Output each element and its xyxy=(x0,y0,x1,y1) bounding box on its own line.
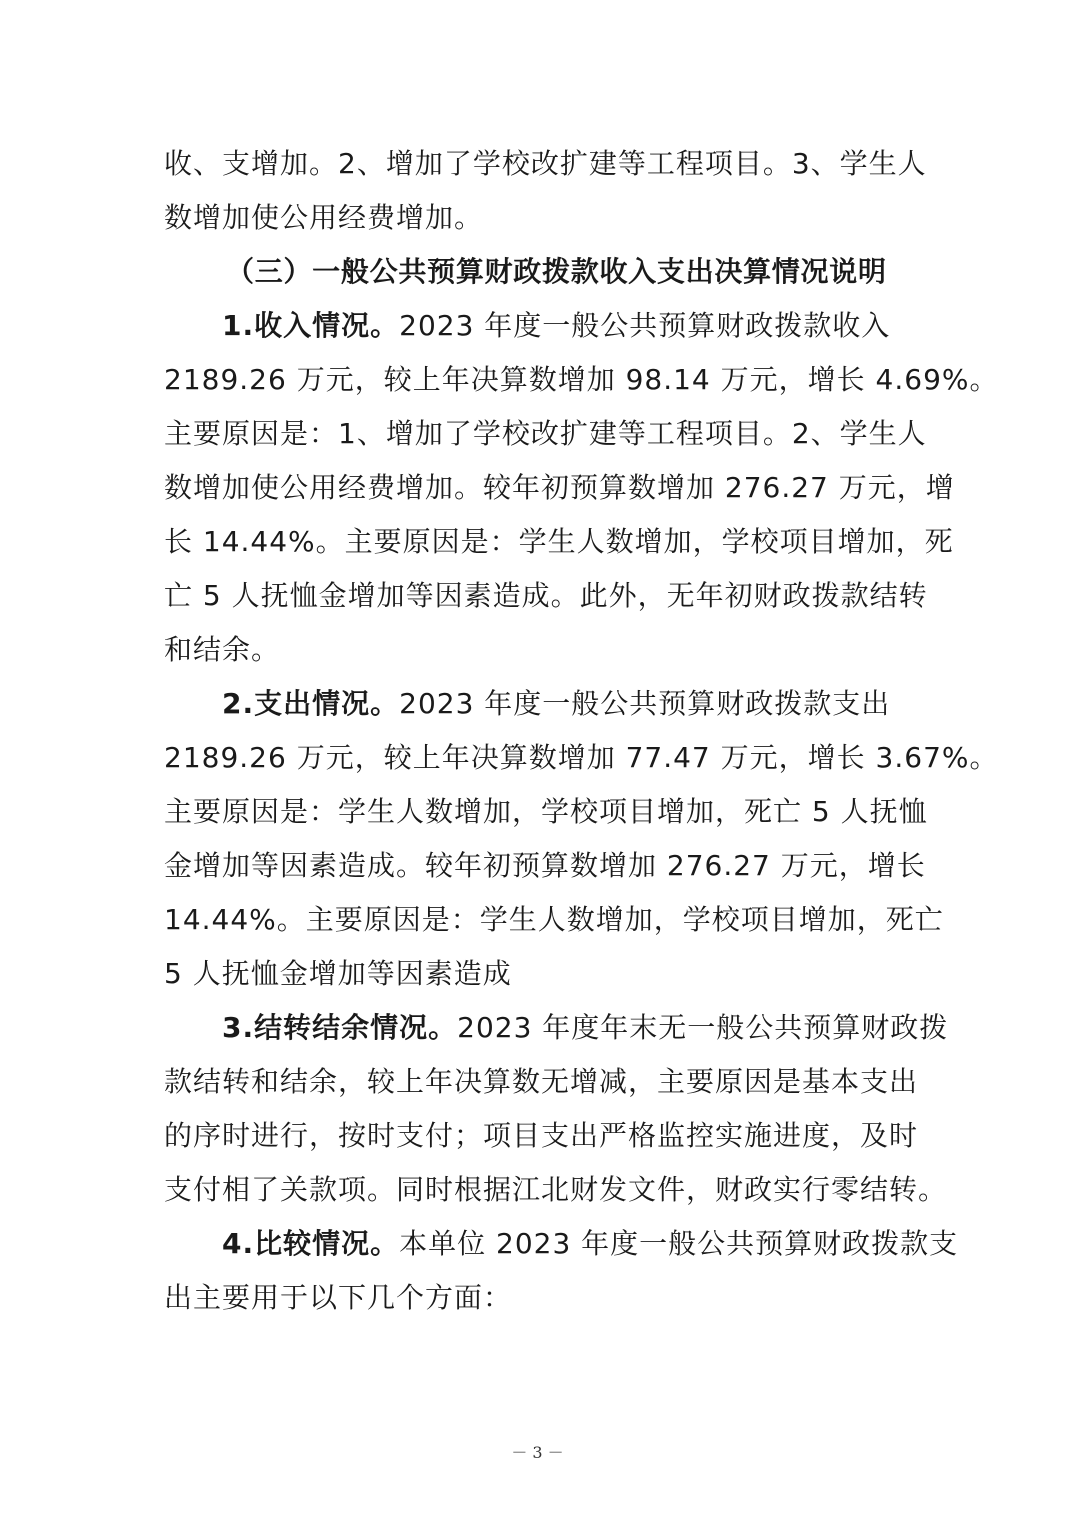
line-text: 本单位 2023 年度一般公共预算财政拨款支 xyxy=(399,1227,959,1260)
paragraph-line: 收、支增加。2、增加了学校改扩建等工程项目。3、学生人 xyxy=(164,147,927,180)
paragraph-line: 2189.26 万元，较上年决算数增加 98.14 万元，增长 4.69%。 xyxy=(164,363,999,396)
paragraph-line: 2189.26 万元，较上年决算数增加 77.47 万元，增长 3.67%。 xyxy=(164,741,999,774)
paragraph-line: 主要原因是：1、增加了学校改扩建等工程项目。2、学生人 xyxy=(164,417,927,450)
paragraph-line xyxy=(222,306,891,346)
paragraph-line: 亡 5 人抚恤金增加等因素造成。此外，无年初财政拨款结转 xyxy=(164,579,928,612)
paragraph-line: 主要原因是：学生人数增加，学校项目增加，死亡 5 人抚恤 xyxy=(164,795,928,828)
paragraph-line: 金增加等因素造成。较年初预算数增加 276.27 万元，增长 xyxy=(164,849,926,882)
paragraph-line xyxy=(222,1008,949,1048)
paragraph-line: 长 14.44%。主要原因是：学生人数增加，学校项目增加，死 xyxy=(164,525,954,558)
paragraph-line: 14.44%。主要原因是：学生人数增加，学校项目增加，死亡 xyxy=(164,903,944,936)
page-number: － 3 － xyxy=(511,1443,564,1462)
paragraph-line: 支付相了关款项。同时根据江北财发文件，财政实行零结转。 xyxy=(164,1173,948,1206)
paragraph-line xyxy=(222,684,891,724)
paragraph-line: 和结余。 xyxy=(164,633,281,666)
section-heading: （三）一般公共预算财政拨款收入支出决算情况说明 xyxy=(226,255,886,288)
subsection-title: 3.结转结余情况。 xyxy=(222,1011,458,1044)
subsection-title: 2.支出情况。 xyxy=(222,687,400,720)
line-text: 2023 年度一般公共预算财政拨款收入 xyxy=(399,309,891,342)
paragraph-line xyxy=(222,1224,959,1264)
paragraph-line: 5 人抚恤金增加等因素造成 xyxy=(164,957,512,990)
paragraph-line: 款结转和结余，较上年决算数无增减，主要原因是基本支出 xyxy=(164,1065,919,1098)
paragraph-line: 出主要用于以下几个方面： xyxy=(164,1281,513,1314)
paragraph-line: 数增加使公用经费增加。 xyxy=(164,201,484,234)
subsection-title: 4.比较情况。 xyxy=(222,1227,400,1260)
line-text: 2023 年度一般公共预算财政拨款支出 xyxy=(399,687,891,720)
paragraph-line: 数增加使公用经费增加。较年初预算数增加 276.27 万元，增 xyxy=(164,471,955,504)
line-text: 2023 年度年末无一般公共预算财政拨 xyxy=(457,1011,949,1044)
subsection-title: 1.收入情况。 xyxy=(222,309,400,342)
paragraph-line: 的序时进行，按时支付；项目支出严格监控实施进度，及时 xyxy=(164,1119,919,1152)
